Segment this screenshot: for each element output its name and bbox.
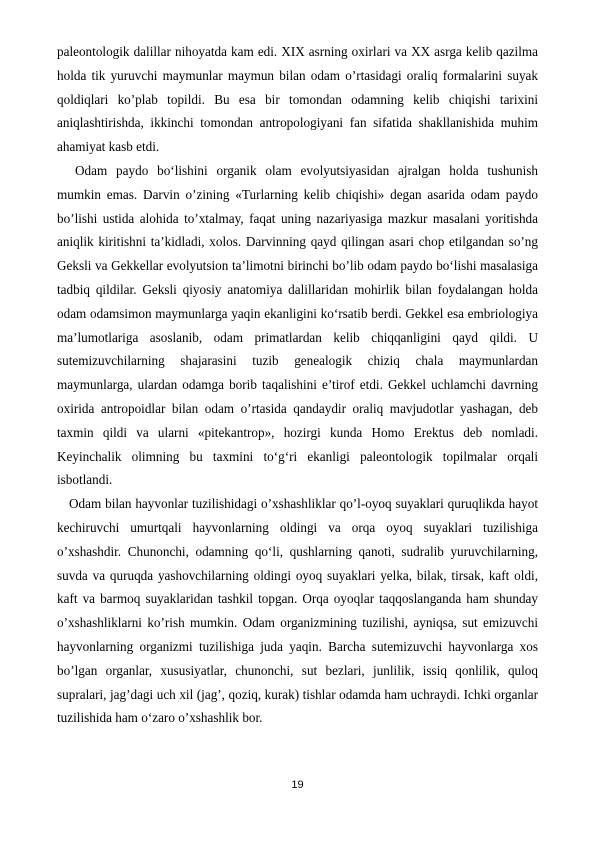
paragraph-3: Odam bilan hayvonlar tuzilishidagi o’xshashliklar qo’l-oyoq suyaklari quruqlikda hayot kechiruvchi umurtqali hayvonlarning oldingi va orqa oyoq suyaklari tuzilishiga o’xshashdir. Chunonchi, odamning qo‘li, qushlarning qanoti, sudralib yuruvchilarning, suvda va quruqda yashovchilarning oldingi oyoq suyaklari yelka, bilak, tirsak, kaft oldi, kaft va barmoq suyaklaridan tashkil topgan. Orqa oyoqlar taqqoslanganda ham shunday o’xshashliklarni ko’rish mumkin. Odam organizmining tuzilishi, ayniqsa, sut emizuvchi hayvonlarning organizmi tuzilishiga juda yaqin. Barcha sutemizuvchi hayvonlarga xos bo’lgan organlar, xususiyatlar, chunonchi, sut bezlari, junlilik, issiq qonlilik, quloq supralari, jag’dagi uch xil (jag’, qoziq, kurak) tishlar odamda ham uchraydi. Ichki organlar tuzilishida ham o‘zaro o’xshashlik bor. — [57, 496, 538, 726]
body-text — [57, 40, 538, 730]
paragraph-2: Odam paydo bo‘lishini organik olam evolyutsiyasidan ajralgan holda tushunish mumkin emas. Darvin o’zining «Turlarning kelib chiqishi» degan asarida odam paydo bo’lishi ustida alohida to’xtalmay, faqat uning nazariyasiga mazkur masalani yoritishda aniqlik kiritishni ta’kidladi, xolos. Darvinning qayd qilingan asari chop etilgandan so’ng Geksli va Gekkellar evolyutsion ta’limotni birinchi bo’lib odam paydo bo‘lishi masalasiga tadbiq qildilar. Geksli qiyosiy anatomiya dalillaridan mohirlik bilan foydalangan holda odam odamsimon maymunlarga yaqin ekanligini ko‘rsatib berdi. Gekkel esa embriologiya ma’lumotlariga asoslanib, odam primatlardan kelib chiqqanligini qayd qildi. U sutemizuvchilarning shajarasini tuzib genealogik chiziq chala maymunlardan maymunlarga, ulardan odamga borib taqalishini e’tirof etdi. Gekkel uchlamchi davrning oxirida antropoidlar bilan odam o’rtasida qandaydir oraliq mavjudotlar yashagan, deb taxmin qildi va ularni «pitekantrop», hozirgi kunda Homo Erektus deb nomladi. Keyinchalik olimning bu taxmini to‘g‘ri ekanligi paleontologik topilmalar orqali isbotlandi. — [57, 162, 538, 488]
paragraph-1: paleontologik dalillar nihoyatda kam edi. XIX asrning oxirlari va XX asrga kelib qazilma holda tik yuruvchi maymunlar maymun bilan odam o’rtasidagi oraliq formalarini suyak qoldiqlari ko’plab topildi. Bu esa bir tomondan odamning kelib chiqishi tarixini aniqlashtirishda, ikkinchi tomondan antropologiyani fan sifatida shakllanishida muhim ahamiyat kasb etdi. — [57, 44, 538, 155]
page-number: 19 — [291, 779, 304, 791]
